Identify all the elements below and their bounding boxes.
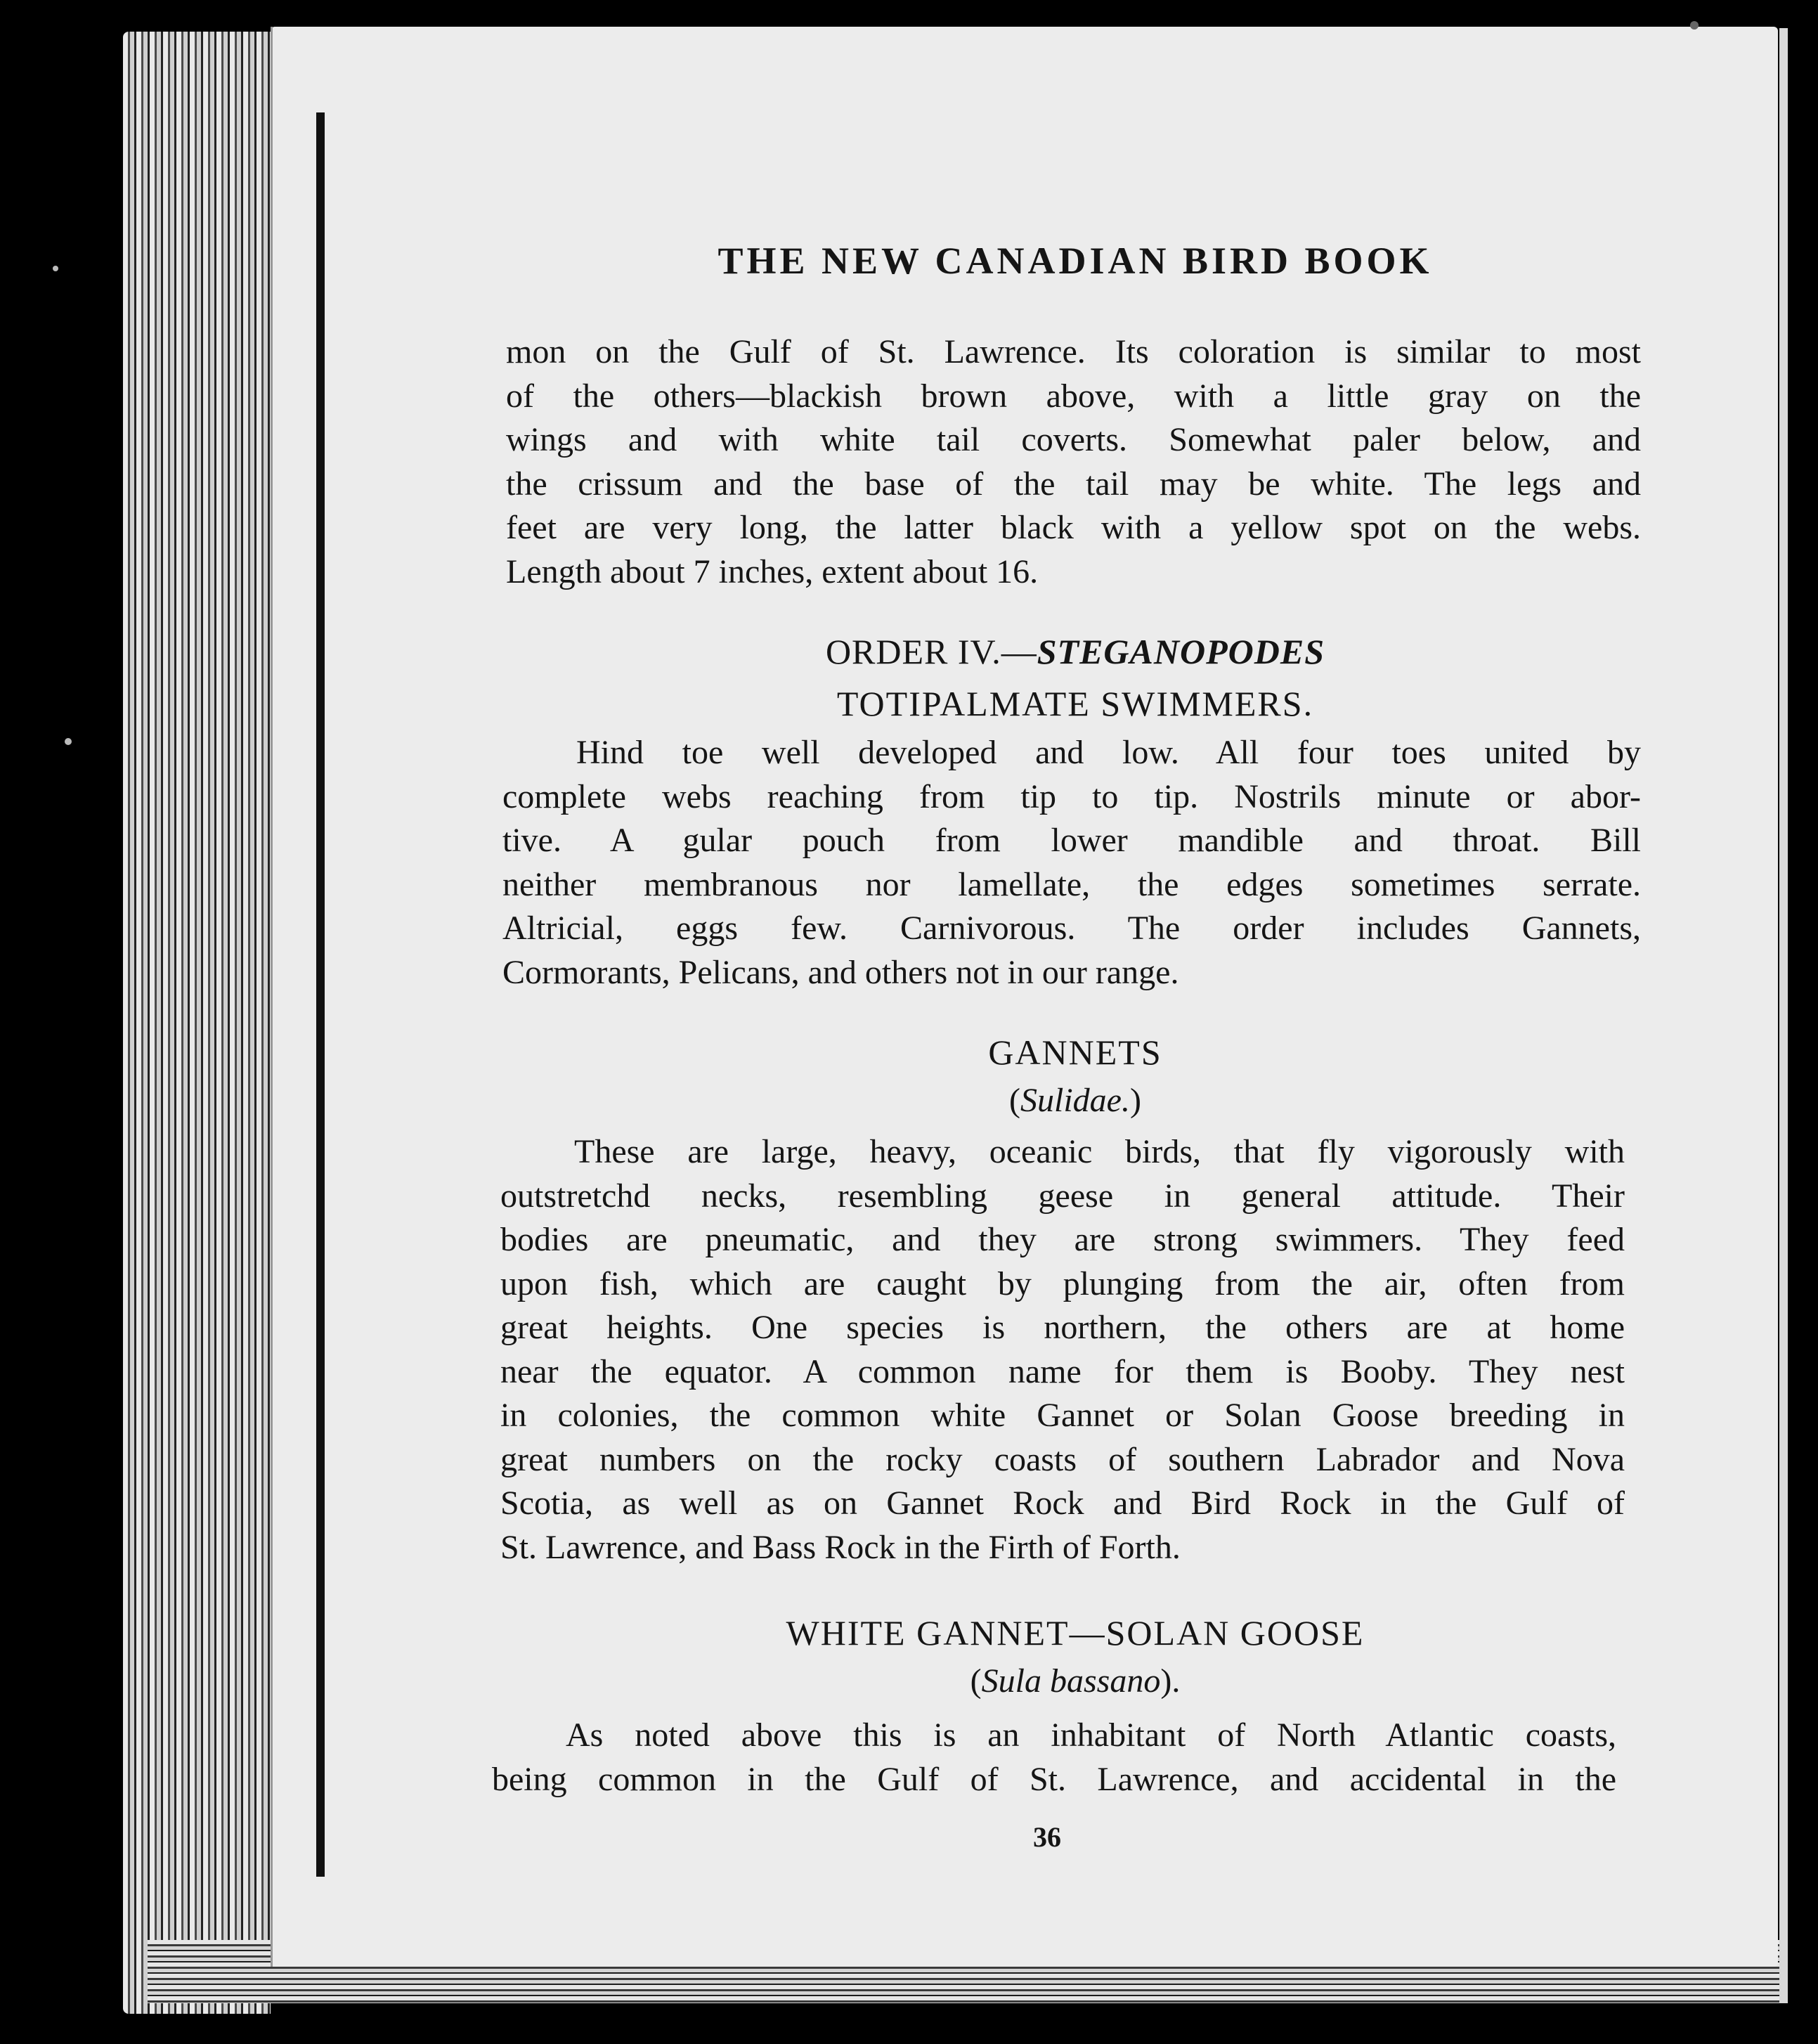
text-line: Cormorants, Pelicans, and others not in our range. [502, 953, 1179, 991]
scan-speck [65, 738, 72, 745]
continuation-paragraph [506, 330, 1641, 594]
text-line: bodies are pneumatic, and they are strong swimmers. They feed [500, 1221, 1625, 1258]
text-line: of the others—blackish brown above, with a little gray on the [506, 377, 1641, 415]
text-line: St. Lawrence, and Bass Rock in the Firth of Forth. [500, 1528, 1181, 1566]
text-line: outstretchd necks, resembling geese in general attitude. Their [500, 1177, 1625, 1215]
scan-speck [53, 266, 58, 271]
family-paragraph [500, 1130, 1625, 1570]
margin-rule [316, 112, 325, 1877]
text-line: mon on the Gulf of St. Lawrence. Its coloration is similar to most [506, 333, 1641, 370]
species-heading: WHITE GANNET—SOLAN GOOSE [786, 1613, 1365, 1652]
text-line: wings and with white tail coverts. Somewhat paler below, and [506, 421, 1641, 458]
text-line: complete webs reaching from tip to tip. Nostrils minute or abor- [502, 777, 1641, 815]
text-line: the crissum and the base of the tail may be white. The legs and [506, 465, 1641, 503]
text-line: Scotia, as well as on Gannet Rock and Bird Rock in the Gulf of [500, 1485, 1625, 1522]
species-paragraph [492, 1714, 1616, 1802]
page-gutter-shadow [271, 27, 273, 1967]
text-line: feet are very long, the latter black with a yellow spot on the webs. [506, 509, 1641, 546]
text-line: near the equator. A common name for them is Booby. They nest [500, 1352, 1625, 1390]
order-paragraph [502, 731, 1641, 995]
text-line: being common in the Gulf of St. Lawrence, and accidental in the [492, 1760, 1616, 1798]
paren-close: ). [1160, 1662, 1181, 1700]
text-line: upon fish, which are caught by plunging from the air, often from [500, 1264, 1625, 1302]
page-number: 36 [1033, 1821, 1061, 1853]
text-line: Hind toe well developed and low. All four toes united by [576, 734, 1641, 771]
text-line: great heights. One species is northern, the others are at home [500, 1309, 1625, 1346]
scan-speck [1690, 21, 1699, 30]
page-edges-left [123, 32, 271, 2014]
running-head: THE NEW CANADIAN BIRD BOOK [718, 240, 1433, 282]
text-line: These are large, heavy, oceanic birds, that fly vigorously with [574, 1133, 1625, 1170]
text-line: neither membranous nor lamellate, the edges sometimes serrate. [502, 865, 1641, 903]
order-heading-prefix: ORDER IV.— [825, 632, 1037, 671]
species-scientific-text: Sula bassano [981, 1662, 1161, 1700]
order-heading [492, 631, 1658, 672]
family-heading: GANNETS [988, 1033, 1162, 1072]
order-subtitle: TOTIPALMATE SWIMMERS. [836, 684, 1314, 723]
paren-open: ( [970, 1662, 982, 1700]
paren-close: ) [1129, 1082, 1141, 1119]
family-scientific-text: Sulidae. [1020, 1082, 1130, 1119]
text-line: As noted above this is an inhabitant of North Atlantic coasts, [566, 1716, 1616, 1754]
text-line: tive. A gular pouch from lower mandible and throat. Bill [502, 822, 1641, 859]
text-line: in colonies, the common white Gannet or Solan Goose breeding in [500, 1397, 1625, 1434]
paren-open: ( [1009, 1082, 1020, 1119]
order-heading-name: STEGANOPODES [1037, 632, 1325, 671]
facing-page-edge [1779, 28, 1788, 2003]
species-scientific-name [492, 1662, 1658, 1700]
text-line: Length about 7 inches, extent about 16. [506, 552, 1039, 590]
text-line: great numbers on the rocky coasts of southern Labrador and Nova [500, 1440, 1625, 1478]
family-scientific-name [492, 1081, 1658, 1120]
text-line: Altricial, eggs few. Carnivorous. The order includes Gannets, [502, 910, 1641, 947]
